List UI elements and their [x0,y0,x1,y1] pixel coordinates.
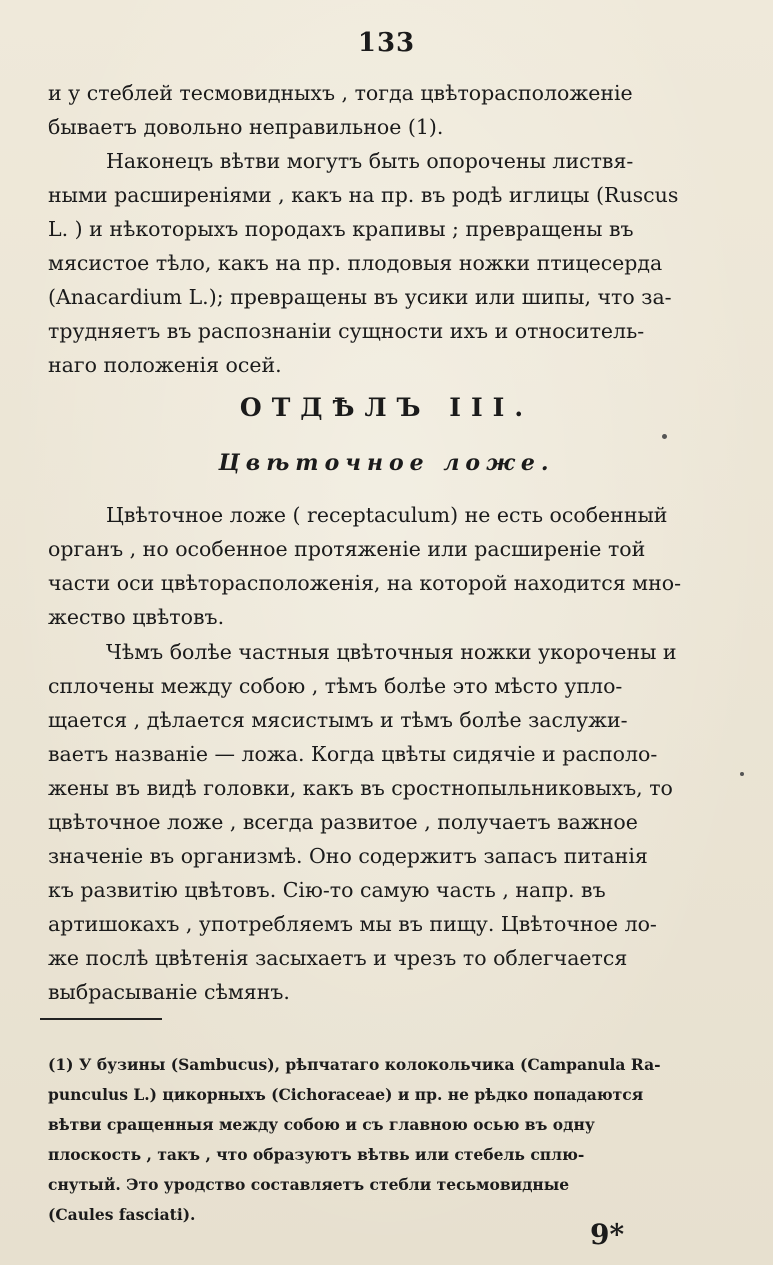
footnote-line: плоскость , такъ , что образуютъ вѣтвь или стебель сплю- [48,1145,585,1164]
footnote-line: снутый. Это уродство составляетъ стебли тесьмовидные [48,1175,570,1194]
ink-speck [662,434,667,439]
text-line: и у стеблей тесмовидныхъ , тогда цвѣторасположеніе [48,81,633,105]
text-line: сплочены между собою , тѣмъ болѣе это мѣсто упло- [48,674,623,698]
paragraph-receptacle [48,635,728,1009]
text-line: жены въ видѣ головки, какъ въ сростнопыльниковыхъ, то [48,776,673,800]
text-line: Цвѣточное ложе ( receptaculum) не есть особенный [106,503,668,527]
footnote-line: вѣтви сращенныя между собою и съ главною осью въ одну [48,1115,595,1134]
page-number: 133 [357,28,416,58]
text-line: цвѣточное ложе , всегда развитое , получаетъ важное [48,810,638,834]
printer-signature-mark: 9* [590,1218,625,1251]
text-line: трудняетъ въ распознаніи сущности ихъ и относитель- [48,319,645,343]
section-subtitle: Цвѣточное ложе. [218,450,555,476]
text-line: значеніе въ организмѣ. Оно содержитъ запасъ питанія [48,844,648,868]
text-line: же послѣ цвѣтенія засыхаетъ и чрезъ то облегчается [48,946,628,970]
text-line: мясистое тѣло, какъ на пр. плодовыя ножки птицесерда [48,251,663,275]
footnote [48,1050,728,1230]
text-line: артишокахъ , употребляемъ мы въ пищу. Цвѣточное ло- [48,912,657,936]
section-title: ОТДѢЛЪ III. [239,393,534,422]
footnote-divider [40,1018,162,1020]
text-line: (Anacardium L.); превращены въ усики или шипы, что за- [48,285,672,309]
text-line: жество цвѣтовъ. [48,605,225,629]
text-line: органъ , но особенное протяженіе или расширеніе той [48,537,646,561]
text-line: Наконецъ вѣтви могутъ быть опорочены листвя- [106,149,634,173]
text-line: выбрасываніе сѣмянъ. [48,980,290,1004]
text-line: къ развитію цвѣтовъ. Сію-то самую часть , напр. въ [48,878,606,902]
footnote-line: (Caules fasciati). [48,1205,196,1224]
text-line: ными расширеніями , какъ на пр. въ родѣ иглицы (Ruscus [48,183,679,207]
ink-speck [740,772,744,776]
text-line: Чѣмъ болѣе частныя цвѣточныя ножки укорочены и [106,640,677,664]
text-line: наго положенія осей. [48,353,282,377]
text-line: бываетъ довольно неправильное (1). [48,115,444,139]
paragraph-branches [48,144,728,382]
footnote-line: punculus L.) цикорныхъ (Cichoraceae) и пр. не рѣдко попадаются [48,1085,644,1104]
text-line: L. ) и нѣкоторыхъ породахъ крапивы ; превращены въ [48,217,634,241]
footnote-line: (1) У бузины (Sambucus), рѣпчатаго колокольчика (Campanula Ra- [48,1055,661,1074]
text-line: щается , дѣлается мясистымъ и тѣмъ болѣе заслужи- [48,708,628,732]
paragraph-definition [48,498,728,634]
text-line: ваетъ названіе — ложа. Когда цвѣты сидячіе и располо- [48,742,658,766]
paragraph-continuation [48,76,728,144]
text-line: части оси цвѣторасположенія, на которой находится мно- [48,571,682,595]
